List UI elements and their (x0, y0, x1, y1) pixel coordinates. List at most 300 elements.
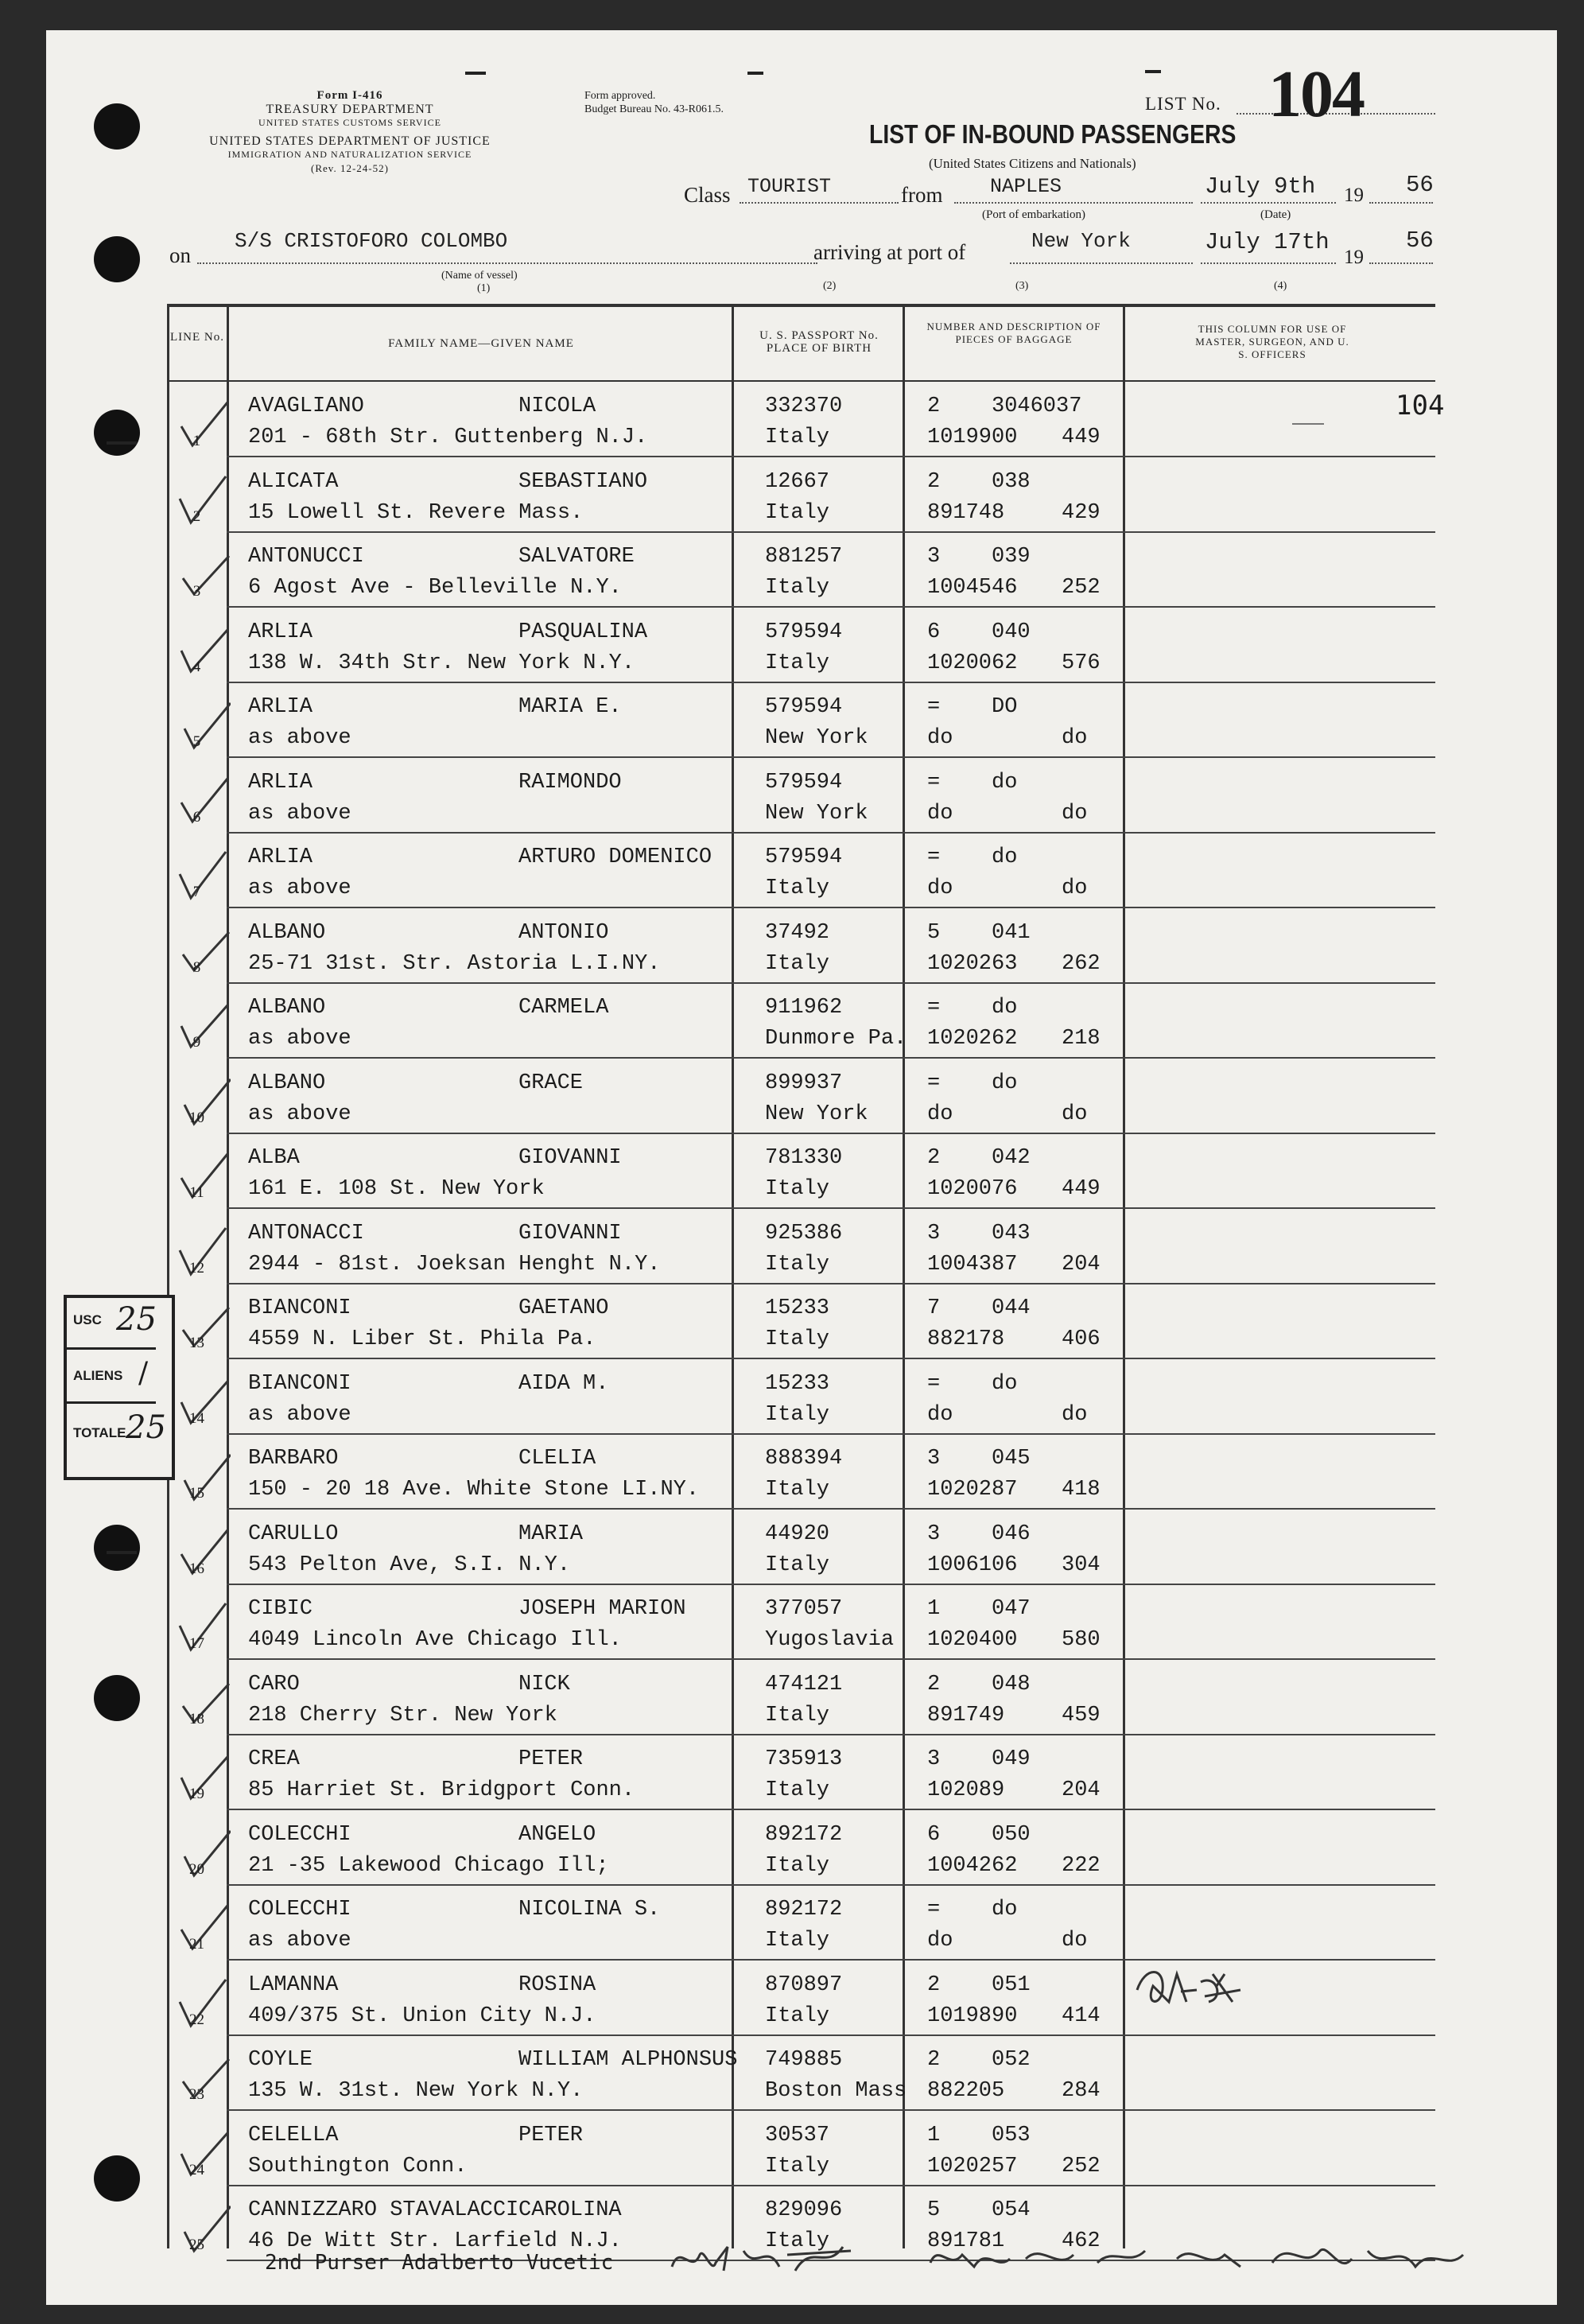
aliens-label: ALIENS (73, 1368, 123, 1383)
baggage-count: 6 (927, 620, 941, 644)
baggage-count: 3 (927, 1747, 941, 1771)
family-name: BIANCONI (248, 1296, 351, 1320)
family-name: ALBANO (248, 920, 326, 945)
table-row (167, 532, 1435, 608)
on-label: on (169, 243, 191, 267)
baggage-tag: DO (992, 695, 1018, 719)
caption-1: (1) (477, 282, 491, 294)
baggage-tag: 039 (992, 545, 1031, 569)
baggage-count: 2 (927, 1972, 941, 1997)
col-officers: THIS COLUMN FOR USE OF MASTER, SURGEON, AND U. S. OFFICERS (1195, 323, 1349, 360)
place-of-birth: Italy (765, 500, 830, 525)
line-number: 8 (192, 958, 201, 976)
baggage-number: 1004262 (927, 1853, 1018, 1878)
table-row (167, 1584, 1435, 1660)
baggage-tag: 045 (992, 1447, 1031, 1471)
embarkation-caption: (Port of embarkation) (982, 208, 1085, 221)
address: 161 E. 108 St. New York (248, 1177, 545, 1201)
baggage-weight: 262 (1062, 951, 1101, 976)
passport-number: 15233 (765, 1296, 830, 1320)
baggage-number: 882178 (927, 1327, 1005, 1351)
given-name: PETER (518, 1747, 584, 1771)
table-row (167, 1510, 1435, 1585)
usc-count: 25 (116, 1301, 157, 1338)
baggage-number: 102089 (927, 1778, 1005, 1802)
baggage-count: 3 (927, 1221, 941, 1246)
baggage-number: 1019900 (927, 426, 1018, 449)
baggage-number: 1004387 (927, 1252, 1018, 1277)
table-row (167, 457, 1435, 533)
date-caption: (Date) (1260, 208, 1291, 221)
departure-date: July 9th (1205, 173, 1316, 200)
family-name: ALBANO (248, 1071, 326, 1095)
place-of-birth: New York (765, 726, 868, 750)
baggage-tag: 038 (992, 469, 1031, 494)
ins-service: IMMIGRATION AND NATURALIZATION SERVICE (227, 149, 472, 160)
address: 6 Agost Ave - Belleville N.Y. (248, 576, 622, 600)
form-number: Form I-416 (316, 89, 383, 102)
place-of-birth: Yugoslavia (765, 1628, 895, 1652)
baggage-number: 1004546 (927, 576, 1018, 600)
table-row (167, 833, 1435, 908)
address: as above (248, 726, 351, 750)
line-number: 24 (189, 2161, 204, 2178)
baggage-tag: 041 (992, 920, 1031, 945)
family-name: CANNIZZARO STAVALACCI (248, 2198, 519, 2222)
table-row (167, 1133, 1435, 1209)
baggage-weight: 204 (1062, 1252, 1101, 1277)
baggage-number: 891781 (927, 2229, 1005, 2253)
baggage-weight: do (1062, 1102, 1088, 1126)
caption-3: (3) (1015, 280, 1029, 292)
baggage-count: = (927, 695, 941, 719)
given-name: NICK (518, 1672, 570, 1696)
baggage-weight: 284 (1062, 2079, 1101, 2103)
passport-number: 881257 (765, 545, 843, 569)
punch-hole (94, 410, 140, 456)
line-number: 13 (189, 1335, 204, 1351)
arrival-port: New York (1031, 229, 1131, 253)
baggage-count: 2 (927, 1672, 941, 1696)
address: 135 W. 31st. New York N.Y. (248, 2079, 584, 2103)
passport-number: 579594 (765, 620, 843, 644)
place-of-birth: New York (765, 1102, 868, 1126)
address: as above (248, 1027, 351, 1051)
from-label: from (901, 183, 943, 207)
family-name: ALBA (248, 1146, 300, 1170)
address: as above (248, 1102, 351, 1126)
given-name: WILLIAM ALPHONSUS (518, 2048, 738, 2072)
punch-hole (94, 103, 140, 150)
place-of-birth: Italy (765, 1252, 830, 1277)
baggage-tag: do (992, 845, 1018, 869)
place-of-birth: New York (765, 801, 868, 826)
line-number: 9 (192, 1034, 201, 1051)
place-of-birth: Italy (765, 1929, 830, 1953)
given-name: AIDA M. (518, 1371, 609, 1396)
given-name: CARMELA (518, 996, 609, 1020)
family-name: AVAGLIANO (248, 394, 364, 418)
place-of-birth: Dunmore Pa. (765, 1027, 907, 1051)
address: 4049 Lincoln Ave Chicago Ill. (248, 1628, 622, 1652)
list-number-annotation: 104 (1396, 390, 1445, 422)
given-name: ARTURO DOMENICO (518, 845, 712, 869)
year-prefix-2: 19 (1344, 247, 1364, 268)
table-row (167, 983, 1435, 1059)
budget-bureau: Budget Bureau No. 43-R061.5. (584, 103, 724, 115)
baggage-weight: do (1062, 1929, 1088, 1953)
table-row (167, 608, 1435, 683)
year-prefix: 19 (1344, 185, 1364, 206)
baggage-tag: 043 (992, 1221, 1031, 1246)
address: 21 -35 Lakewood Chicago Ill; (248, 1853, 609, 1878)
address: 2944 - 81st. Joeksan Henght N.Y. (248, 1252, 661, 1277)
given-name: GIOVANNI (518, 1146, 622, 1170)
baggage-number: do (927, 726, 953, 750)
address: Southington Conn. (248, 2154, 468, 2178)
punch-hole (94, 1525, 140, 1571)
baggage-count: 1 (927, 1597, 941, 1621)
line-number: 19 (189, 1786, 204, 1802)
family-name: COLECCHI (248, 1822, 351, 1847)
table-row (167, 1885, 1435, 1961)
baggage-weight: do (1062, 801, 1088, 826)
baggage-count: = (927, 1071, 941, 1095)
place-of-birth: Italy (765, 576, 830, 600)
given-name: GAETANO (518, 1296, 609, 1320)
baggage-tag: do (992, 1898, 1018, 1922)
passport-number: 332370 (765, 394, 843, 418)
usc-label: USC (73, 1312, 102, 1327)
baggage-weight: 252 (1062, 2154, 1101, 2178)
place-of-birth: Italy (765, 951, 830, 976)
baggage-count: 6 (927, 1822, 941, 1847)
address: 85 Harriet St. Bridgport Conn. (248, 1778, 635, 1802)
baggage-count: = (927, 770, 941, 795)
approval-block (584, 89, 724, 116)
table-row (167, 1810, 1435, 1886)
place-of-birth: Italy (765, 1177, 830, 1201)
table-row (167, 682, 1435, 758)
address: as above (248, 876, 351, 900)
baggage-tag: 051 (992, 1972, 1031, 1997)
place-of-birth: Italy (765, 2154, 830, 2178)
officer-mark (1292, 423, 1324, 425)
punch-dash (1145, 70, 1161, 73)
given-name: NICOLA (518, 394, 596, 418)
passport-number: 870897 (765, 1972, 843, 1997)
baggage-weight: 252 (1062, 576, 1101, 600)
line-number: 6 (192, 808, 201, 826)
given-name: CLELIA (518, 1447, 596, 1471)
baggage-number: 1020076 (927, 1177, 1018, 1201)
table-row (167, 1284, 1435, 1359)
family-name: ALBANO (248, 996, 326, 1020)
family-name: ARLIA (248, 695, 313, 719)
arriving-label: arriving at port of (813, 240, 966, 264)
baggage-number: 882205 (927, 2079, 1005, 2103)
revision-date: (Rev. 12-24-52) (311, 162, 389, 174)
list-no-label: LIST No. (1145, 94, 1221, 114)
baggage-count: 2 (927, 394, 941, 418)
family-name: CREA (248, 1747, 300, 1771)
table-row (167, 1359, 1435, 1435)
baggage-tag: 046 (992, 1521, 1031, 1546)
baggage-count: 7 (927, 1296, 941, 1320)
vessel-line (197, 262, 817, 264)
baggage-tag: 049 (992, 1747, 1031, 1771)
baggage-weight: 406 (1062, 1327, 1101, 1351)
year2-line (1369, 262, 1433, 264)
family-name: ARLIA (248, 770, 313, 795)
baggage-tag: 042 (992, 1146, 1031, 1170)
passport-number: 888394 (765, 1447, 843, 1471)
passport-number: 925386 (765, 1221, 843, 1246)
baggage-weight: 304 (1062, 1553, 1101, 1577)
place-of-birth: Italy (765, 1703, 830, 1727)
address: 409/375 St. Union City N.J. (248, 2003, 596, 2028)
given-name: SEBASTIANO (518, 469, 648, 494)
purser-signature-line: 2nd Purser Adalberto Vucetic (265, 2251, 614, 2275)
address: 4559 N. Liber St. Phila Pa. (248, 1327, 596, 1351)
table-row (167, 2111, 1435, 2186)
address: 543 Pelton Ave, S.I. N.Y. (248, 1553, 571, 1577)
passport-number: 892172 (765, 1898, 843, 1922)
col-name: FAMILY NAME—GIVEN NAME (388, 337, 574, 350)
col-passport: U. S. PASSPORT No. PLACE OF BIRTH (759, 329, 879, 355)
passport-number: 892172 (765, 1822, 843, 1847)
arrival-date: July 17th (1205, 229, 1330, 255)
table-row (167, 1209, 1435, 1284)
family-name: ANTONACCI (248, 1221, 364, 1246)
passport-number: 30537 (765, 2123, 830, 2147)
given-name: ANGELO (518, 1822, 596, 1847)
class-label: Class (684, 183, 731, 207)
address: as above (248, 1929, 351, 1953)
baggage-number: do (927, 876, 953, 900)
baggage-tag: do (992, 996, 1018, 1020)
baggage-number: 891748 (927, 500, 1005, 525)
table-row (167, 1735, 1435, 1810)
place-of-birth: Italy (765, 876, 830, 900)
baggage-number: 1020262 (927, 1027, 1018, 1051)
form-agency-block (171, 89, 529, 175)
table-row (167, 1660, 1435, 1735)
family-name: CIBIC (248, 1597, 313, 1621)
departure-year: 56 (1406, 172, 1434, 198)
place-of-birth: Italy (765, 1478, 830, 1502)
baggage-count: 3 (927, 1447, 941, 1471)
family-name: ALICATA (248, 469, 339, 494)
passport-number: 12667 (765, 469, 830, 494)
address: 25-71 31st. Str. Astoria L.I.NY. (248, 951, 661, 976)
line-number: 3 (192, 583, 201, 600)
table-row (167, 382, 1435, 457)
col-line-no: LINE No. (170, 331, 224, 344)
line-number: 7 (192, 884, 201, 900)
baggage-weight: do (1062, 726, 1088, 750)
passport-number: 579594 (765, 845, 843, 869)
from-value: NAPLES (990, 175, 1062, 198)
family-name: ARLIA (248, 620, 313, 644)
place-of-birth: Italy (765, 1327, 830, 1351)
line-number: 23 (189, 2086, 204, 2103)
baggage-number: 1020062 (927, 651, 1018, 675)
baggage-tag: do (992, 1071, 1018, 1095)
baggage-tag: 052 (992, 2048, 1031, 2072)
place-of-birth: Italy (765, 1853, 830, 1878)
punch-dash (107, 1551, 137, 1554)
baggage-weight: 222 (1062, 1853, 1101, 1878)
vessel-caption: (Name of vessel) (441, 270, 518, 282)
baggage-count: 2 (927, 2048, 941, 2072)
baggage-number: 1019890 (927, 2003, 1018, 2028)
given-name: PETER (518, 2123, 584, 2147)
baggage-number: do (927, 1402, 953, 1427)
given-name: MARIA E. (518, 695, 622, 719)
family-name: LAMANNA (248, 1972, 339, 1997)
baggage-number: 1020287 (927, 1478, 1018, 1502)
given-name: ANTONIO (518, 920, 609, 945)
line-number: 14 (189, 1409, 204, 1427)
passport-number: 15233 (765, 1371, 830, 1396)
given-name: GRACE (518, 1071, 584, 1095)
passport-number: 899937 (765, 1071, 843, 1095)
passport-number: 37492 (765, 920, 830, 945)
baggage-tag: do (992, 1371, 1018, 1396)
baggage-number: 1006106 (927, 1553, 1018, 1577)
baggage-tag: 040 (992, 620, 1031, 644)
baggage-number: 1020400 (927, 1628, 1018, 1652)
line-number: 17 (189, 1635, 204, 1652)
baggage-tag: do (992, 770, 1018, 795)
baggage-tag: 048 (992, 1672, 1031, 1696)
given-name: SALVATORE (518, 545, 635, 569)
total-count: 25 (126, 1409, 166, 1446)
line-number: 12 (189, 1259, 204, 1277)
aliens-count: / (138, 1357, 149, 1389)
line-number: 10 (189, 1109, 204, 1126)
list-no-value: 104 (1268, 57, 1364, 131)
place-of-birth: Italy (765, 426, 830, 449)
form-title: LIST OF IN-BOUND PASSENGERS (869, 119, 1237, 149)
punch-hole (94, 1675, 140, 1721)
arrival-year: 56 (1406, 227, 1434, 254)
baggage-count: 3 (927, 545, 941, 569)
line-number: 18 (189, 1710, 204, 1727)
passport-number: 579594 (765, 695, 843, 719)
baggage-weight: 459 (1062, 1703, 1101, 1727)
line-number: 5 (192, 733, 201, 750)
class-value: TOURIST (747, 175, 832, 198)
customs-service: UNITED STATES CUSTOMS SERVICE (258, 117, 441, 128)
address: 150 - 20 18 Ave. White Stone LI.NY. (248, 1478, 700, 1502)
table-row (167, 1434, 1435, 1510)
baggage-weight: 414 (1062, 2003, 1101, 2028)
line-number: 22 (189, 2011, 204, 2028)
table-row (167, 2035, 1435, 2111)
justice-dept: UNITED STATES DEPARTMENT OF JUSTICE (209, 134, 491, 148)
line-number: 4 (192, 658, 201, 675)
punch-dash (107, 441, 137, 445)
baggage-weight: 418 (1062, 1478, 1101, 1502)
passport-number: 735913 (765, 1747, 843, 1771)
given-name: PASQUALINA (518, 620, 648, 644)
place-of-birth: Italy (765, 2003, 830, 2028)
col-baggage: NUMBER AND DESCRIPTION OF PIECES OF BAGGAGE (926, 321, 1101, 345)
address: 46 De Witt Str. Larfield N.J. (248, 2229, 622, 2253)
address: 15 Lowell St. Revere Mass. (248, 500, 584, 525)
line-number: 2 (192, 507, 201, 525)
baggage-weight: do (1062, 1402, 1088, 1427)
table-row (167, 758, 1435, 834)
family-name: COYLE (248, 2048, 313, 2072)
year1-line (1369, 202, 1433, 204)
baggage-number: do (927, 801, 953, 826)
baggage-tag: 044 (992, 1296, 1031, 1320)
place-of-birth: Italy (765, 1778, 830, 1802)
caption-2: (2) (823, 280, 837, 292)
baggage-count: = (927, 1371, 941, 1396)
baggage-weight: 429 (1062, 500, 1101, 525)
table-row (167, 1059, 1435, 1134)
baggage-weight: 449 (1062, 1177, 1101, 1201)
punch-dash (465, 72, 486, 75)
treasury-dept: TREASURY DEPARTMENT (266, 103, 434, 116)
baggage-count: = (927, 845, 941, 869)
line-number: 21 (189, 1936, 204, 1953)
baggage-number: 1020263 (927, 951, 1018, 976)
given-name: JOSEPH MARION (518, 1597, 686, 1621)
baggage-tag: 3046037 (992, 394, 1082, 418)
family-name: BARBARO (248, 1447, 339, 1471)
baggage-number: do (927, 1102, 953, 1126)
total-label: TOTALE (73, 1425, 126, 1440)
baggage-tag: 047 (992, 1597, 1031, 1621)
given-name: RAIMONDO (518, 770, 622, 795)
passport-number: 781330 (765, 1146, 843, 1170)
baggage-weight: do (1062, 876, 1088, 900)
form-subtitle: (United States Citizens and Nationals) (929, 156, 1136, 171)
given-name: MARIA (518, 1521, 584, 1546)
class-line (740, 202, 899, 204)
passport-number: 474121 (765, 1672, 843, 1696)
line-number: 11 (189, 1184, 204, 1201)
baggage-count: 2 (927, 469, 941, 494)
port-line (1010, 262, 1193, 264)
baggage-count: 5 (927, 2198, 941, 2222)
baggage-weight: 204 (1062, 1778, 1101, 1802)
line-number: 20 (189, 1860, 204, 1878)
address: 138 W. 34th Str. New York N.Y. (248, 651, 635, 675)
baggage-weight: 218 (1062, 1027, 1101, 1051)
line-number: 1 (192, 433, 201, 449)
baggage-tag: 053 (992, 2123, 1031, 2147)
given-name: ROSINA (518, 1972, 596, 1997)
from-line (954, 202, 1193, 204)
baggage-weight: 576 (1062, 651, 1101, 675)
baggage-tag: 054 (992, 2198, 1031, 2222)
family-name: CARO (248, 1672, 300, 1696)
passport-number: 377057 (765, 1597, 843, 1621)
baggage-count: = (927, 996, 941, 1020)
baggage-number: 891749 (927, 1703, 1005, 1727)
baggage-count: 1 (927, 2123, 941, 2147)
baggage-weight: 449 (1062, 426, 1101, 449)
baggage-number: 1020257 (927, 2154, 1018, 2178)
baggage-weight: 580 (1062, 1628, 1101, 1652)
baggage-tag: 050 (992, 1822, 1031, 1847)
